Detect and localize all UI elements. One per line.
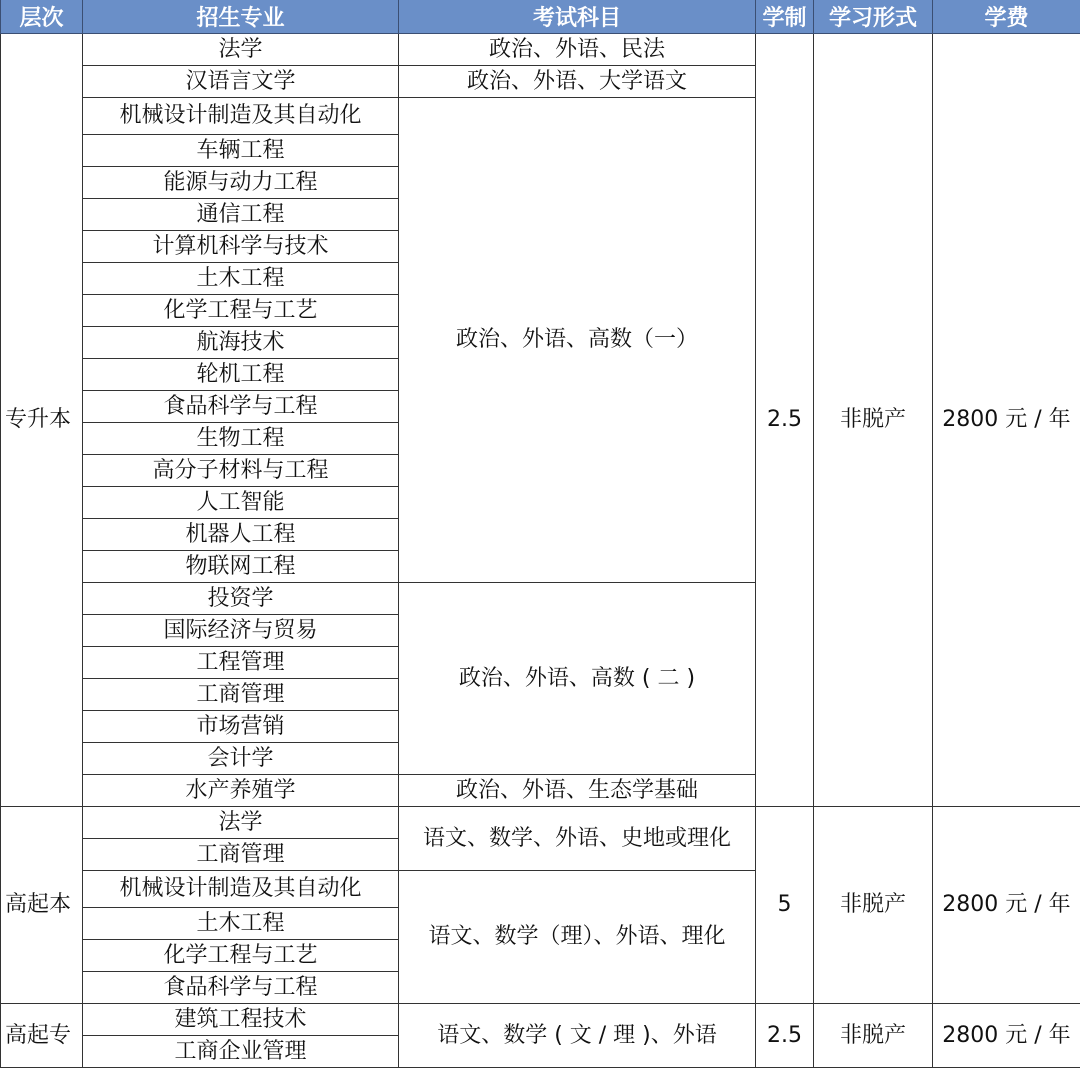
major-cell: 工商管理 [83, 839, 399, 871]
level-cell: 专升本 [1, 34, 83, 807]
subjects-cell: 政治、外语、高数 ( 二 ) [399, 583, 756, 775]
major-cell: 机械设计制造及其自动化 [83, 98, 399, 135]
header-subjects: 考试科目 [399, 0, 756, 34]
major-cell: 轮机工程 [83, 359, 399, 391]
major-cell: 土木工程 [83, 263, 399, 295]
major-cell: 建筑工程技术 [83, 1004, 399, 1036]
level-cell: 高起专 [1, 1004, 83, 1068]
major-cell: 机械设计制造及其自动化 [83, 871, 399, 908]
table-body [1, 34, 1080, 1068]
major-cell: 高分子材料与工程 [83, 455, 399, 487]
major-cell: 通信工程 [83, 199, 399, 231]
major-cell: 土木工程 [83, 908, 399, 940]
subjects-cell: 语文、数学（理）、外语、理化 [399, 871, 756, 1004]
major-cell: 国际经济与贸易 [83, 615, 399, 647]
duration-cell: 5 [756, 807, 814, 1004]
subjects-cell: 政治、外语、生态学基础 [399, 775, 756, 807]
subjects-cell: 语文、数学、外语、史地或理化 [399, 807, 756, 871]
major-cell: 工程管理 [83, 647, 399, 679]
table-row [1, 1004, 1080, 1036]
major-cell: 工商管理 [83, 679, 399, 711]
study-form-cell: 非脱产 [814, 807, 933, 1004]
fee-cell: 2800 元 / 年 [933, 1004, 1080, 1068]
fee-cell: 2800 元 / 年 [933, 807, 1080, 1004]
subjects-cell: 政治、外语、高数（一） [399, 98, 756, 583]
subjects-cell: 政治、外语、大学语文 [399, 66, 756, 98]
header-fee: 学费 [933, 0, 1080, 34]
table-row [1, 807, 1080, 839]
major-cell: 能源与动力工程 [83, 167, 399, 199]
subjects-cell: 语文、数学 ( 文 / 理 )、外语 [399, 1004, 756, 1068]
major-cell: 化学工程与工艺 [83, 295, 399, 327]
header-level: 层次 [1, 0, 83, 34]
header-duration: 学制 [756, 0, 814, 34]
major-cell: 食品科学与工程 [83, 972, 399, 1004]
major-cell: 人工智能 [83, 487, 399, 519]
major-cell: 计算机科学与技术 [83, 231, 399, 263]
table-row [1, 34, 1080, 66]
study-form-cell: 非脱产 [814, 1004, 933, 1068]
major-cell: 会计学 [83, 743, 399, 775]
fee-cell: 2800 元 / 年 [933, 34, 1080, 807]
study-form-cell: 非脱产 [814, 34, 933, 807]
major-cell: 汉语言文学 [83, 66, 399, 98]
major-cell: 法学 [83, 807, 399, 839]
major-cell: 航海技术 [83, 327, 399, 359]
major-cell: 法学 [83, 34, 399, 66]
table-header-row [1, 0, 1080, 34]
duration-cell: 2.5 [756, 1004, 814, 1068]
level-cell: 高起本 [1, 807, 83, 1004]
major-cell: 投资学 [83, 583, 399, 615]
major-cell: 化学工程与工艺 [83, 940, 399, 972]
major-cell: 水产养殖学 [83, 775, 399, 807]
major-cell: 物联网工程 [83, 551, 399, 583]
major-cell: 市场营销 [83, 711, 399, 743]
header-study-form: 学习形式 [814, 0, 933, 34]
major-cell: 机器人工程 [83, 519, 399, 551]
header-major: 招生专业 [83, 0, 399, 34]
subjects-cell: 政治、外语、民法 [399, 34, 756, 66]
major-cell: 车辆工程 [83, 135, 399, 167]
major-cell: 生物工程 [83, 423, 399, 455]
duration-cell: 2.5 [756, 34, 814, 807]
major-cell: 食品科学与工程 [83, 391, 399, 423]
major-cell: 工商企业管理 [83, 1036, 399, 1068]
